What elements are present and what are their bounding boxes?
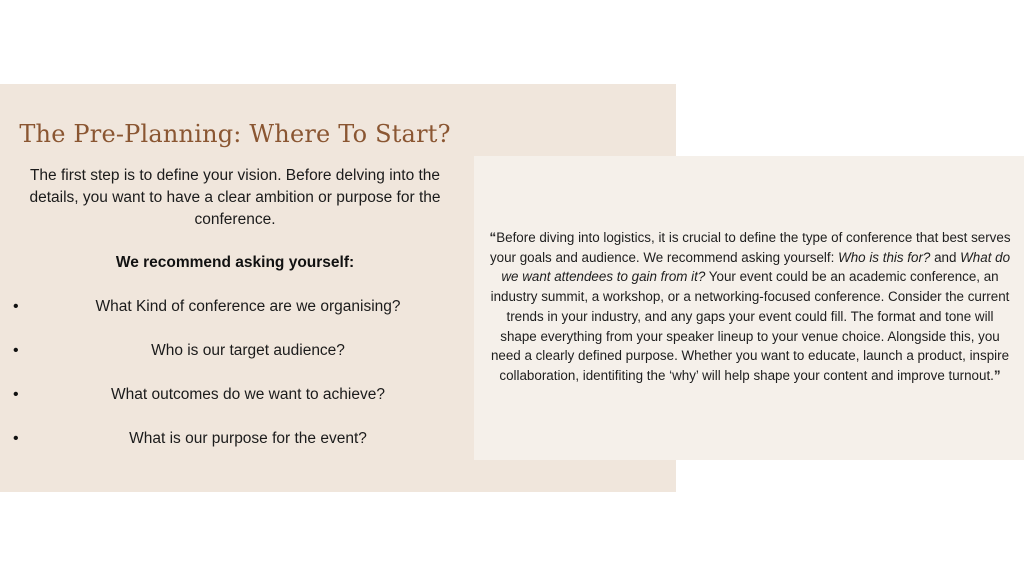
page-title: The Pre-Planning: Where To Start? (19, 120, 451, 148)
question-text: What outcomes do we want to achieve? (111, 386, 385, 403)
bullet-icon: • (13, 342, 19, 359)
list-item (0, 296, 470, 340)
bullet-icon: • (13, 386, 19, 403)
quote-text-1: Before diving into logistics, it is crucial to define the type of conference that best serves your goals and audience. We recommend asking yourself: (489, 230, 1011, 265)
open-quote-mark: “ (489, 230, 497, 245)
close-quote-mark: ” (993, 367, 1001, 383)
question-list (0, 296, 470, 472)
list-item (0, 428, 470, 472)
question-text: What is our purpose for the event? (129, 430, 367, 447)
list-item (0, 340, 470, 384)
question-text: Who is our target audience? (151, 342, 345, 359)
quote-text-2: and (930, 249, 961, 265)
quote-paragraph (488, 228, 1012, 386)
intro-paragraph: The first step is to define your vision. Before delving into the details, you want to have a clear ambition or purpose for the conference. (29, 167, 441, 228)
recommend-label: We recommend asking yourself: (115, 254, 355, 271)
bullet-icon: • (13, 298, 19, 315)
question-text: What Kind of conference are we organising? (95, 298, 401, 315)
quote-text-3: Your event could be an academic conference, an industry summit, a workshop, or a networking-focused conference. Consider the current trends in your industry, and any gaps your event could fill. The format and tone will shape everything from your speaker lineup to your venue choice. Alongside this, you need a clearly defined purpose. Whether you want to educate, launch a product, inspire collaboration, identifiting the ‘why’ will help shape your content and improve turnout. (490, 269, 1010, 383)
quote-italic-2: What do we want attendees to gain from it? (501, 249, 1011, 285)
bullet-icon: • (13, 430, 19, 447)
quote-italic-1: Who is this for? (838, 249, 931, 265)
list-item (0, 384, 470, 428)
